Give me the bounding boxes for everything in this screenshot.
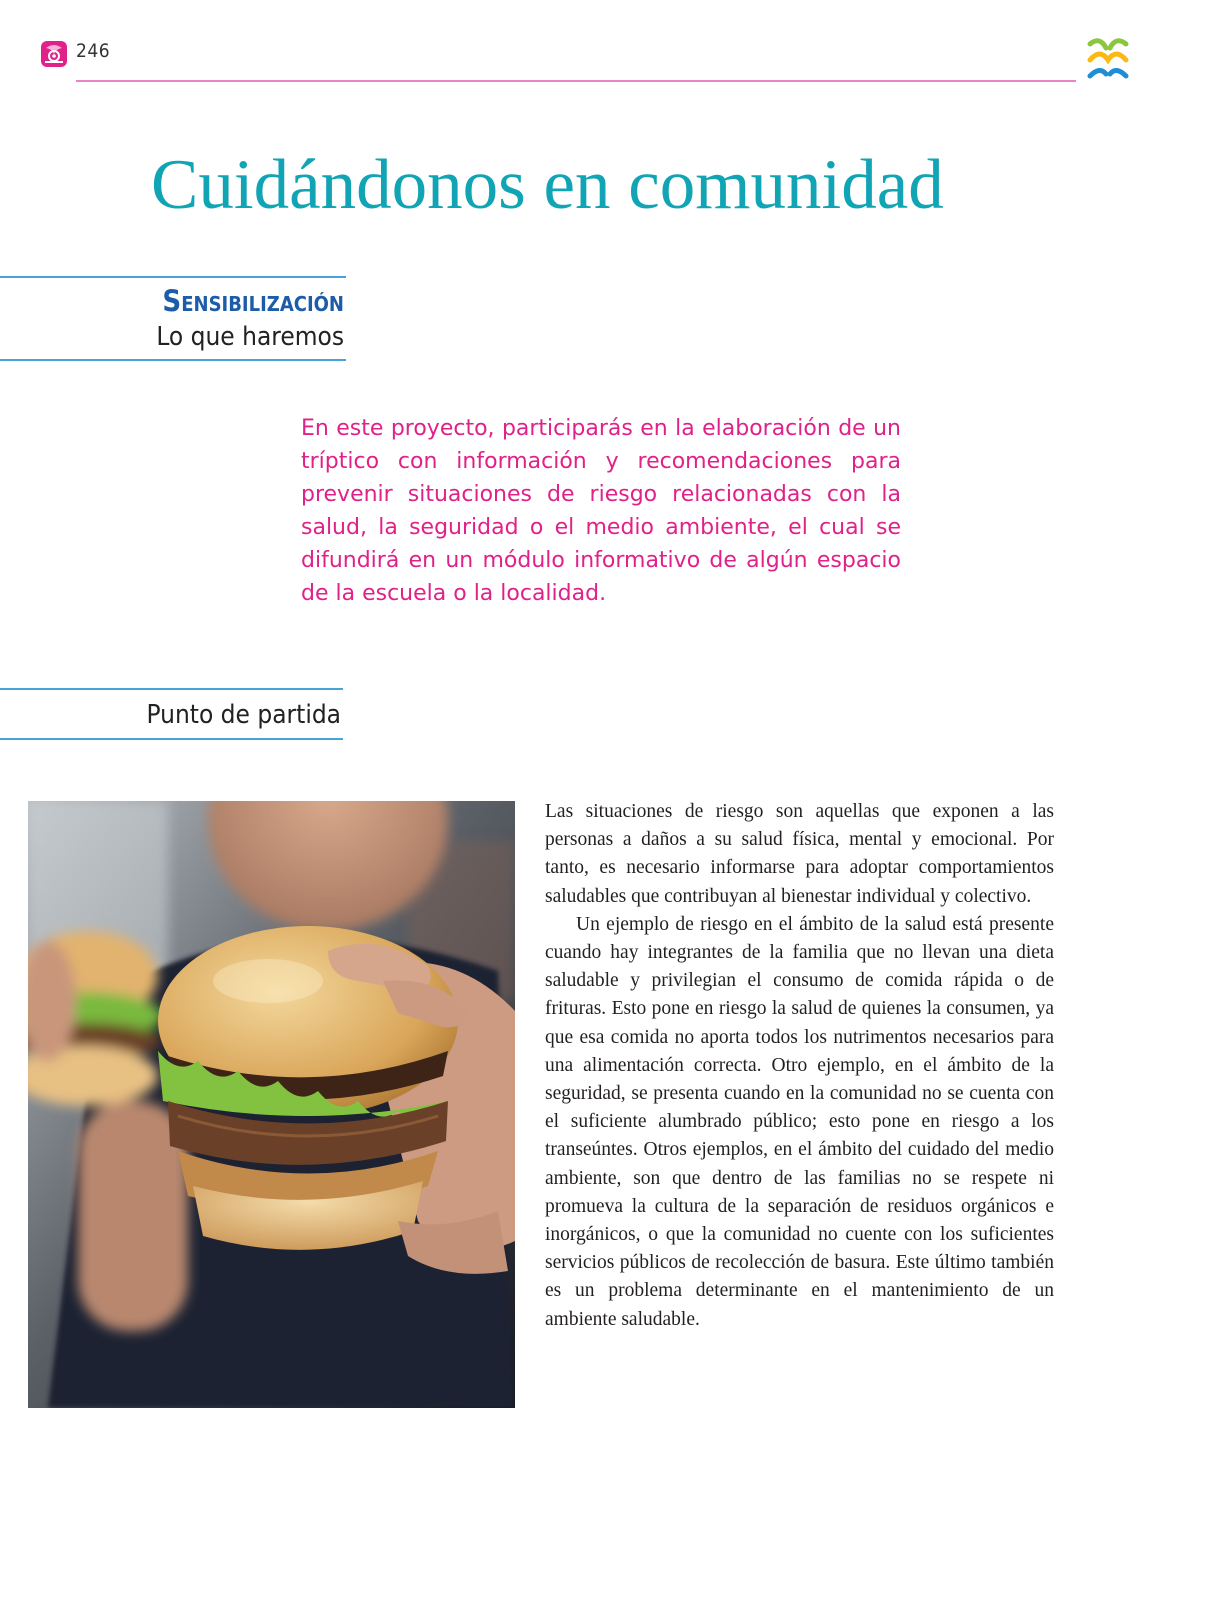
body-paragraph-1: Las situaciones de riesgo son aquellas que exponen a las personas a daños a su salud física, mental y emocional. Por tanto, es necesario informarse para adoptar comportamientos saludables que contribuyan al bienestar individual y colectivo. (545, 801, 1054, 907)
intro-paragraph: En este proyecto, participarás en la elaboración de un tríptico con información y recomendaciones para prevenir situaciones de riesgo relacionadas con la salud, la seguridad o el medio ambiente, el cual se difundirá en un módulo informativo de algún espacio de la escuela o la localidad. (301, 416, 901, 606)
page-number: 246 (76, 40, 111, 62)
body-text (545, 798, 1054, 1334)
page-title: Cuidándonos en comunidad (151, 146, 944, 224)
header-rule (76, 80, 1076, 82)
punto-rule-bottom (0, 738, 343, 740)
body-paragraph-2: Un ejemplo de riesgo en el ámbito de la salud está presente cuando hay integrantes de la familia que no llevan una dieta saludable y privilegian el consumo de comida rápida o de frituras. Esto pone en riesgo la salud de quienes la consumen, ya que esa comida no aporta todos los nutrimentos necesarios para una alimentación correcta. Otro ejemplo, en el ámbito de la seguridad, se presenta cuando en la comunidad no se cuenta con el suficiente alumbrado público; esto pone en riesgo a los transeúntes. Otros ejemplos, en el ámbito del cuidado del medio ambiente, son que dentro de las familias no se respete ni promueva la cultura de la separación de residuos orgánicos e inorgánicos, o que la comunidad no cuente con los suficientes servicios públicos de recolección de basura. Este último también es un problema determinante en el mantenimiento de un ambiente saludable. (545, 913, 1054, 1330)
section-rule-top (0, 276, 346, 278)
burger-photo-illustration (28, 801, 515, 1408)
section-title: Sensibilización (162, 284, 344, 318)
campo-formativo-logo-icon (1082, 34, 1134, 86)
section-rule-bottom (0, 359, 346, 361)
punto-rule-top (0, 688, 343, 690)
mesoamerican-glyph-icon (40, 40, 68, 68)
burger-photo (28, 801, 515, 1408)
punto-de-partida-heading: Punto de partida (146, 700, 341, 730)
section-subtitle: Lo que haremos (156, 322, 344, 352)
